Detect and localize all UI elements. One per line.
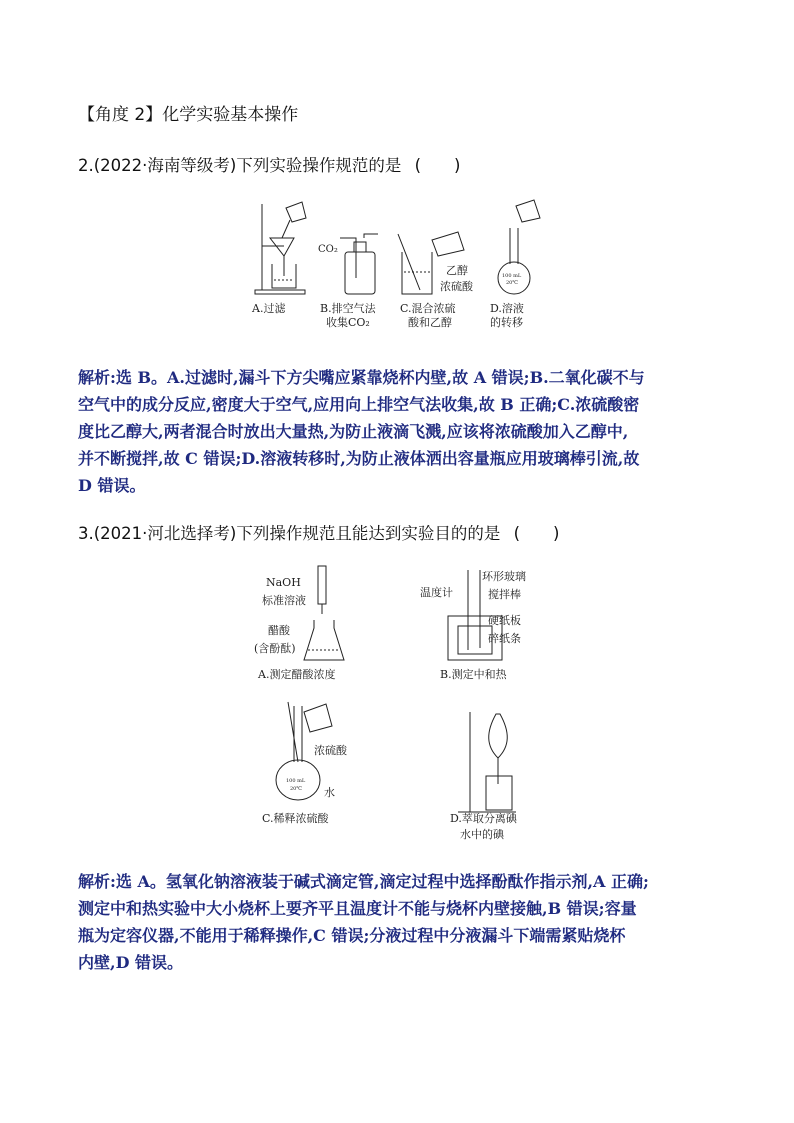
- q2-d-caption-1: D.溶液: [490, 302, 524, 315]
- q3-b-label-2: 环形玻璃: [482, 570, 526, 583]
- q3-c-caption: C.稀释浓硫酸: [262, 812, 329, 825]
- q2-a-caption: A.过滤: [252, 302, 286, 315]
- question-3-text: 3.(2021·河北选择考)下列操作规范且能达到实验目的的是: [78, 524, 501, 543]
- q3-c-label-1: 浓硫酸: [314, 744, 347, 757]
- question-3-answer-bracket: ( ): [513, 524, 560, 543]
- question-3-figure: [248, 562, 548, 852]
- analysis-line: 测定中和热实验中大小烧杯上要齐平且温度计不能与烧杯内壁接触,B 错误;容量: [78, 899, 637, 918]
- outlet-tube: [364, 234, 378, 238]
- q2-c-label-2: 浓硫酸: [440, 280, 473, 293]
- separatory-funnel: [489, 714, 508, 758]
- q3-d-caption-2: 水中的碘: [460, 828, 504, 841]
- q2-c-caption-1: C.混合浓硫: [400, 302, 456, 315]
- q3-a-caption: A.测定醋酸浓度: [258, 668, 336, 681]
- q2-c-caption-2: 酸和乙醇: [408, 316, 452, 329]
- question-2-figure: [250, 198, 550, 338]
- q3-a-label-4: (含酚酞): [254, 642, 296, 655]
- glass-rod-a: [282, 220, 290, 238]
- c-glass-rod: [288, 702, 298, 762]
- analysis-line: D 错误。: [78, 476, 146, 495]
- q3-c-label-2: 水: [324, 786, 335, 799]
- section-title: 【角度 2】化学实验基本操作: [78, 105, 299, 125]
- q3-d-caption-1: D.萃取分离碘: [450, 812, 517, 825]
- q2-d-flask-label-1: 100 mL: [502, 273, 522, 279]
- q2-d-caption-2: 的转移: [490, 316, 523, 329]
- q3-a-label-2: 标准溶液: [262, 594, 306, 607]
- question-3-analysis: [78, 868, 718, 976]
- q3-b-label-5: 碎纸条: [488, 632, 521, 645]
- d-beaker: [486, 776, 512, 810]
- reagent-bottle: [432, 232, 464, 256]
- q2-d-flask-label-2: 20℃: [506, 280, 518, 286]
- pouring-beaker-a: [286, 202, 306, 222]
- question-3-stem: [78, 520, 559, 544]
- filter-funnel: [270, 238, 294, 256]
- c-pouring-beaker: [304, 704, 332, 732]
- burette: [318, 566, 326, 604]
- analysis-line: 内壁,D 错误。: [78, 953, 184, 972]
- q3-b-caption: B.测定中和热: [440, 668, 507, 681]
- q3-c-flask-label-1: 100 mL: [286, 778, 306, 784]
- stand-base: [255, 290, 305, 294]
- pouring-beaker-d: [516, 200, 540, 222]
- analysis-line: 度比乙醇大,两者混合时放出大量热,为防止液滴飞溅,应该将浓硫酸加入乙醇中,: [78, 422, 629, 441]
- conical-flask: [304, 620, 344, 660]
- q2-c-label-1: 乙醇: [446, 264, 468, 277]
- analysis-line: 并不断搅拌,故 C 错误;D.溶液转移时,为防止液体洒出容量瓶应用玻璃棒引流,故: [78, 449, 640, 468]
- analysis-line: 空气中的成分反应,密度大于空气,应用向上排空气法收集,故 B 正确;C.浓硫酸密: [78, 395, 640, 414]
- question-2-answer-bracket: ( ): [414, 156, 461, 175]
- beaker-c: [402, 252, 432, 294]
- q3-b-label-1: 温度计: [420, 586, 453, 599]
- question-2-analysis: [78, 364, 718, 499]
- inner-beaker: [458, 626, 492, 654]
- analysis-line: 解析:选 B。A.过滤时,漏斗下方尖嘴应紧靠烧杯内壁,故 A 错误;B.二氧化碳不与: [78, 368, 645, 387]
- question-2-text: 2.(2022·海南等级考)下列实验操作规范的是: [78, 156, 402, 175]
- q2-b-caption-2: 收集CO₂: [326, 316, 370, 329]
- q3-a-label-3: 醋酸: [268, 624, 290, 637]
- analysis-line: 瓶为定容仪器,不能用于稀释操作,C 错误;分液过程中分液漏斗下端需紧贴烧杯: [78, 926, 626, 945]
- q3-b-label-4: 硬纸板: [488, 614, 521, 627]
- q3-c-flask-label-2: 20℃: [290, 786, 302, 792]
- q2-b-gas-label: CO₂: [318, 244, 338, 255]
- analysis-line: 解析:选 A。氢氧化钠溶液装于碱式滴定管,滴定过程中选择酚酞作指示剂,A 正确;: [78, 872, 649, 891]
- q3-a-label-1: NaOH: [266, 576, 301, 589]
- glass-rod-c: [398, 234, 420, 290]
- gas-bottle: [345, 252, 375, 294]
- q3-b-label-3: 搅拌棒: [488, 588, 521, 601]
- q2-b-caption-1: B.排空气法: [320, 302, 376, 315]
- question-2-stem: [78, 152, 460, 176]
